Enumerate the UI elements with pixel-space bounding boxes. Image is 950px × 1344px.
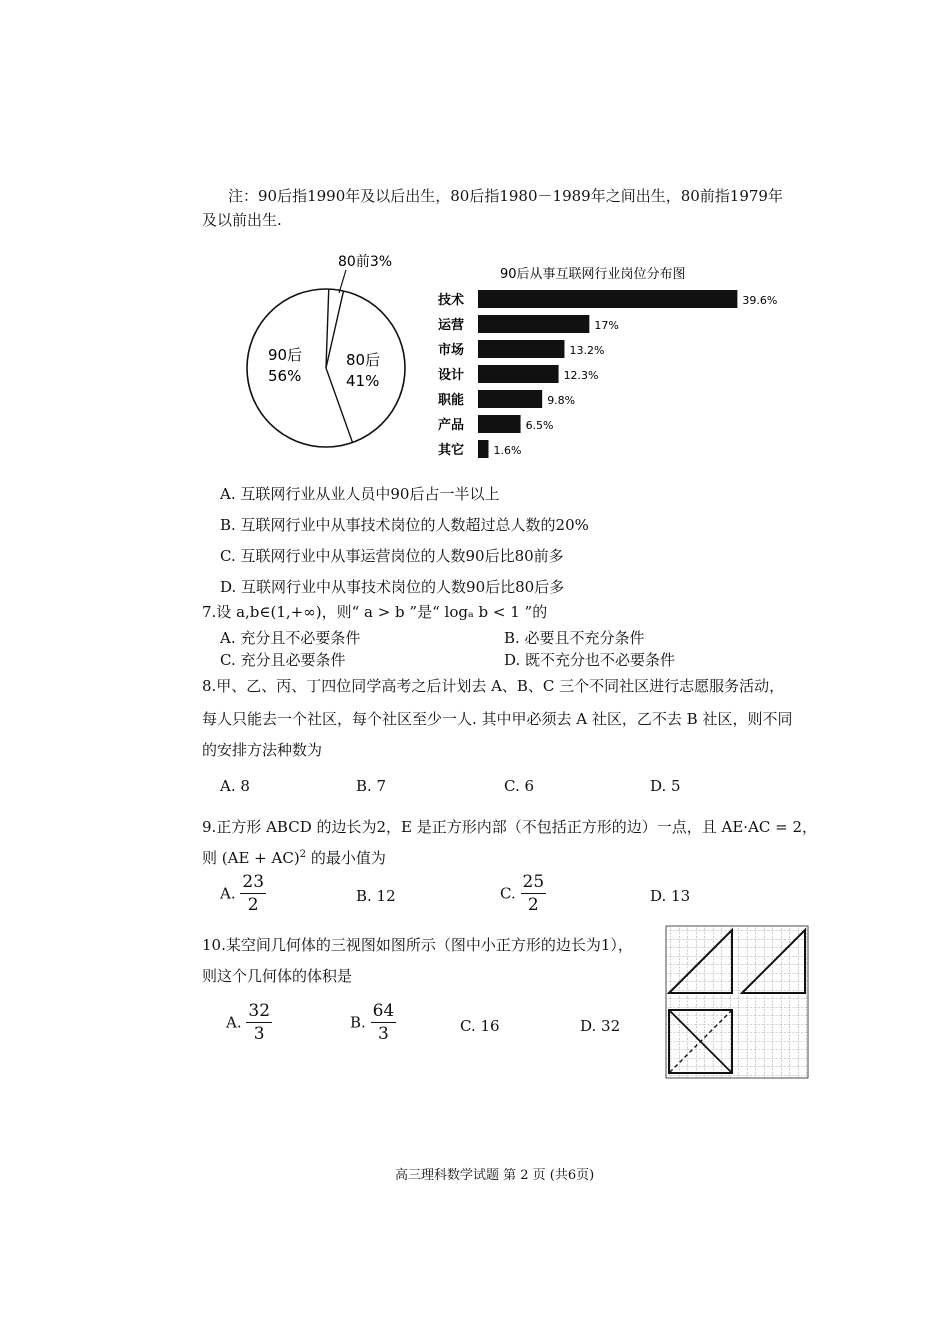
- bar: [478, 290, 737, 308]
- q9-option-c-fraction: [521, 871, 547, 916]
- q9-option-a-label: A.: [220, 884, 236, 903]
- bar: [478, 390, 542, 408]
- q10-option-c: C. 16: [460, 1017, 500, 1035]
- bar-category-label: 运营: [438, 318, 465, 333]
- bar: [478, 340, 564, 358]
- numerator: 23: [242, 872, 265, 892]
- pie-pct-90: 56%: [268, 367, 302, 385]
- q9-line-2-prefix: 则 (AE + AC): [202, 849, 300, 867]
- bar-value-label: 1.6%: [493, 444, 522, 457]
- q6-option-a: A. 互联网行业从业人员中90后占一半以上: [220, 485, 500, 503]
- q8-line-1: 8.甲、乙、丙、丁四位同学高考之后计划去 A、B、C 三个不同社区进行志愿服务活动，: [202, 677, 785, 695]
- numerator: 64: [372, 1001, 395, 1021]
- q10-option-a-label: A.: [226, 1013, 242, 1032]
- q10-option-b-label: B.: [350, 1013, 366, 1032]
- q9-line-1: 9.正方形 ABCD 的边长为2，E 是正方形内部（不包括正方形的边）一点，且 AE·AC = 2，: [202, 818, 818, 836]
- q7-option-c: C. 充分且必要条件: [220, 651, 346, 669]
- pie-label-80: 80后: [346, 351, 381, 369]
- pie-pct-80: 41%: [346, 372, 380, 390]
- q8-option-a: A. 8: [220, 777, 250, 795]
- bar-category-label: 职能: [438, 393, 465, 408]
- bar-value-label: 17%: [594, 319, 619, 332]
- q10-option-a: [226, 1000, 272, 1045]
- bar-category-label: 设计: [438, 368, 465, 383]
- bar-value-label: 12.3%: [563, 369, 599, 382]
- q9-option-a-fraction: [240, 871, 266, 916]
- q9-option-c: [500, 871, 546, 916]
- q9-option-b: B. 12: [356, 887, 396, 905]
- q10-line-1: 10.某空间几何体的三视图如图所示（图中小正方形的边长为1），: [202, 936, 633, 954]
- bar-chart: [430, 258, 810, 468]
- bar: [478, 315, 589, 333]
- pie-chart: [240, 248, 440, 458]
- q7-option-b: B. 必要且不充分条件: [504, 629, 645, 647]
- q8-option-c: C. 6: [504, 777, 535, 795]
- bar-value-label: 9.8%: [547, 394, 576, 407]
- q9-option-a: [220, 871, 266, 916]
- bar-value-label: 13.2%: [569, 344, 605, 357]
- bar-value-label: 39.6%: [742, 294, 778, 307]
- three-view-figure: [662, 922, 812, 1082]
- bar: [478, 415, 521, 433]
- bar-category-label: 技术: [438, 293, 465, 308]
- q10-option-a-fraction: [246, 1000, 272, 1045]
- q10-option-b-fraction: [371, 1000, 397, 1045]
- q7-stem: 7.设 a,b∈(1,+∞)，则“ a > b ”是“ logₐ b < 1 ”的: [202, 603, 548, 621]
- q7-option-a: A. 充分且不必要条件: [220, 629, 361, 647]
- q9-option-c-label: C.: [500, 884, 516, 903]
- q9-line-2: [202, 845, 386, 868]
- q7-option-d: D. 既不充分也不必要条件: [504, 651, 676, 669]
- pie-callout-label: 80前3%: [338, 254, 393, 270]
- bar-chart-title: 90后从事互联网行业岗位分布图: [500, 267, 686, 282]
- q6-option-c: C. 互联网行业中从事运营岗位的人数90后比80前多: [220, 547, 564, 565]
- note-line-2: 及以前出生.: [202, 211, 282, 229]
- pie-label-90: 90后: [268, 346, 303, 364]
- bar: [478, 365, 559, 383]
- denominator: 3: [253, 1024, 265, 1044]
- q9-option-d: D. 13: [650, 887, 691, 905]
- bar-category-label: 市场: [438, 343, 465, 358]
- q10-option-d: D. 32: [580, 1017, 621, 1035]
- q8-line-3: 的安排方法种数为: [202, 741, 323, 759]
- q6-option-b: B. 互联网行业中从事技术岗位的人数超过总人数的20%: [220, 516, 589, 534]
- note-line-1: 注：90后指1990年及以后出生，80后指1980－1989年之间出生，80前指1979年: [228, 187, 783, 205]
- q10-option-b: [350, 1000, 396, 1045]
- numerator: 25: [522, 872, 545, 892]
- q8-line-2: 每人只能去一个社区，每个社区至少一人. 其中甲必须去 A 社区，乙不去 B 社区，则不同: [202, 710, 793, 728]
- denominator: 2: [527, 895, 539, 915]
- q10-line-2: 则这个几何体的体积是: [202, 967, 353, 985]
- q9-line-2-suffix: 的最小值为: [306, 849, 386, 867]
- bar: [478, 440, 488, 458]
- denominator: 2: [247, 895, 259, 915]
- page-footer: 高三理科数学试题 第 2 页 (共6页): [395, 1168, 595, 1183]
- q9-superscript: 2: [299, 849, 307, 860]
- q6-option-d: D. 互联网行业中从事技术岗位的人数90后比80后多: [220, 578, 565, 596]
- q8-option-d: D. 5: [650, 777, 681, 795]
- bar-category-label: 其它: [438, 443, 465, 458]
- pie-callout-leader: [339, 270, 346, 293]
- bar-value-label: 6.5%: [525, 419, 554, 432]
- numerator: 32: [248, 1001, 271, 1021]
- bar-category-label: 产品: [438, 418, 465, 433]
- denominator: 3: [377, 1024, 389, 1044]
- q8-option-b: B. 7: [356, 777, 387, 795]
